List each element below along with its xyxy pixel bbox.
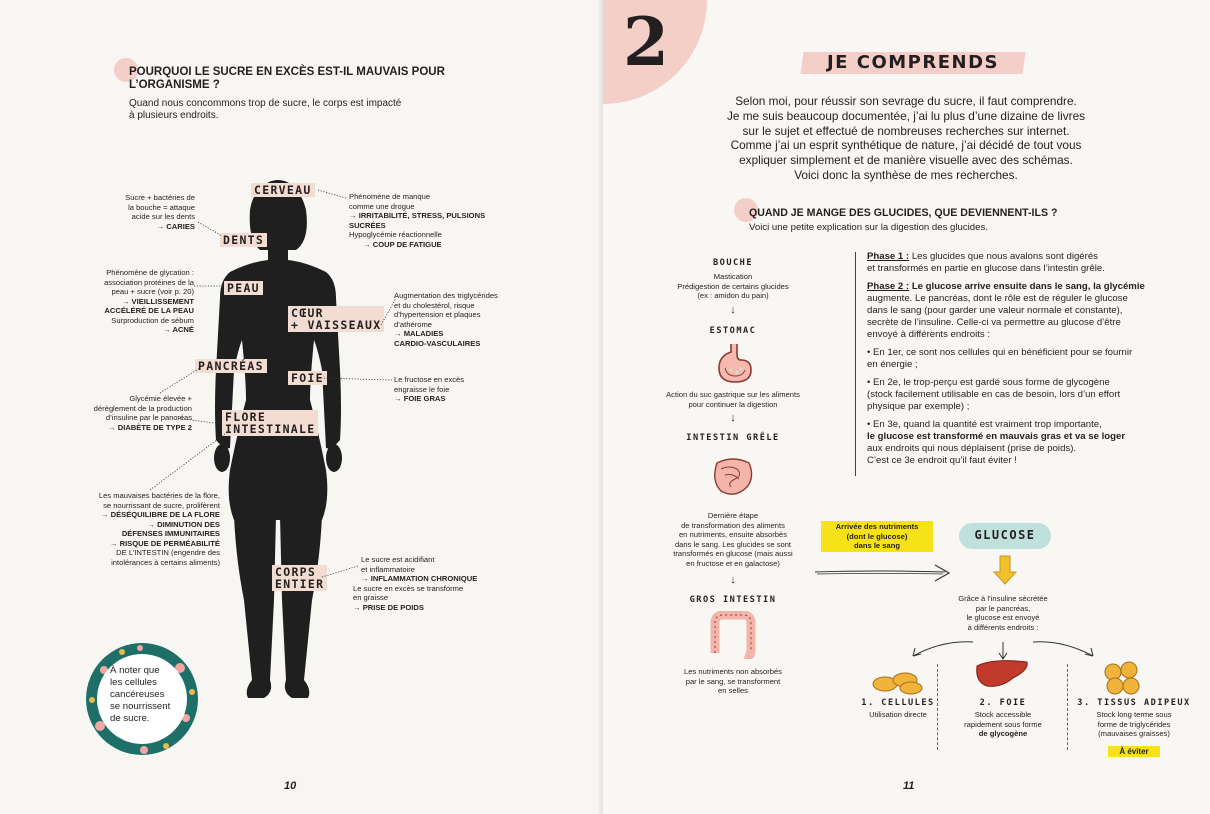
insulin-line-1: Grâce à l’insuline sécrétée <box>958 594 1048 603</box>
note-flore-line-2: se nourrissant de sucre, prolifèrent <box>103 500 220 510</box>
note-dents-line-3: acide sur les dents <box>131 212 195 221</box>
chapter-intro <box>698 94 1114 183</box>
dest-liver-title: 2. FOIE <box>979 698 1027 708</box>
organ-tag-corps-line-2: ENTIER <box>275 577 325 591</box>
label-intestin-grele: INTESTIN GRÊLE <box>686 433 780 443</box>
note-corps-line-5: en graisse <box>353 593 389 602</box>
section-intro: Voici une petite explication sur la digestion des glucides. <box>749 222 988 233</box>
estomac-line-1: Action du suc gastrique sur les aliments <box>666 390 800 399</box>
note-peau-line-5: ACCÉLÉRÉ DE LA PEAU <box>104 306 194 315</box>
bullet3-line-3: aux endroits qui nous déplaisent (prise de poids). <box>867 443 1077 454</box>
bullet3-line-2: le glucose est transformé en mauvais gras et va se loger <box>867 431 1126 442</box>
label-gros-intestin: GROS INTESTIN <box>689 595 777 605</box>
bullet3-line-4: C’est ce 3e endroit qu’il faut éviter ! <box>867 455 1017 466</box>
intestin-grele-line-3: en nutriments, ensuite absorbés <box>678 530 788 539</box>
dest-cells-text <box>843 710 953 720</box>
note-cerveau-line-2: comme une drogue <box>349 201 415 211</box>
organ-tag-coeur-line-2: + VAISSEAUX <box>291 318 382 332</box>
dest-fat-line-2: forme de triglycérides <box>1097 719 1171 729</box>
note-dents-line-2: la bouche = attaque <box>128 202 195 212</box>
note-cerveau-line-4: SUCRÉES <box>349 220 386 230</box>
intestin-grele-line-4: dans le sang. Les glucides se sont <box>674 539 792 549</box>
badge-line-5: de sucre. <box>110 713 150 724</box>
organ-tag-flore-line-1: FLORE <box>225 410 267 424</box>
intro-line-3: sur le sujet et effectué de nombreuses recherches sur internet. <box>742 123 1070 138</box>
text-bouche <box>648 272 818 301</box>
note-coeur <box>394 291 544 348</box>
note-corps-line-1: Le sucre est acidifiant <box>361 555 435 564</box>
note-pancreas <box>60 394 192 432</box>
note-corps <box>353 555 503 612</box>
bullet1-line-2: en énergie ; <box>867 359 918 370</box>
note-flore-line-5: DÉFENSES IMMUNITAIRES <box>121 529 220 538</box>
note-peau-line-4: → VIEILLISSEMENT <box>121 296 194 306</box>
badge-line-4: se nourrissent <box>110 701 171 712</box>
note-corps-line-3: → INFLAMMATION CHRONIQUE <box>361 574 478 583</box>
dest-liver-line-1: Stock accessible <box>974 710 1032 719</box>
divider-2 <box>1067 664 1068 750</box>
note-foie-line-3: → FOIE GRAS <box>394 394 446 403</box>
bouche-line-3: (ex : amidon du pain) <box>697 291 769 300</box>
note-flore-line-8: intolérances à certains aliments) <box>111 557 220 567</box>
note-foie-line-1: Le fructose en excès <box>394 375 465 384</box>
large-intestine-icon <box>707 611 759 659</box>
note-coeur-line-4: d’athérome <box>394 319 432 329</box>
note-cerveau-line-6: → COUP DE FATIGUE <box>363 239 442 249</box>
gros-intestin-line-2: par le sang, se transforment <box>685 676 781 686</box>
dest-fat-text <box>1069 710 1199 739</box>
organ-tag-coeur-line-1: CŒUR <box>291 306 324 320</box>
label-estomac: ESTOMAC <box>709 326 757 336</box>
arrow-down-3: ↓ <box>730 574 736 586</box>
question-intro-line-2: à plusieurs endroits. <box>129 110 219 121</box>
dest-liver-text <box>948 710 1058 739</box>
arrival-line-2: (dont le glucose) <box>846 531 908 541</box>
avoid-badge: À éviter <box>1108 746 1160 757</box>
note-coeur-line-2: et du cholestérol, risque <box>394 300 475 310</box>
note-coeur-line-1: Augmentation des triglycérides <box>394 291 498 300</box>
organ-tag-peau: PEAU <box>224 281 263 295</box>
note-foie-line-2: engraisse le foie <box>394 384 450 394</box>
dest-liver-line-2: rapidement sous forme <box>964 719 1042 729</box>
badge-line-3: cancéreuses <box>110 689 165 700</box>
dest-cells-title: 1. CELLULES <box>861 698 935 708</box>
note-peau-line-3: peau + sucre (voir p. 20) <box>111 287 194 296</box>
note-badge-text <box>110 665 190 725</box>
note-corps-line-4: Le sucre en excès se transforme <box>353 583 464 593</box>
text-estomac <box>643 390 823 409</box>
insulin-line-4: à différents endroits : <box>967 622 1039 632</box>
note-pancreas-line-2: dérèglement de la production <box>93 403 192 413</box>
organ-tag-dents: DENTS <box>220 233 267 247</box>
note-coeur-line-3: d’hypertension et plaques <box>394 310 481 319</box>
insulin-line-2: par le pancréas, <box>975 603 1031 613</box>
organ-tag-pancreas: PANCRÉAS <box>195 359 267 373</box>
left-page <box>0 0 603 814</box>
long-arrow-icon <box>813 560 953 584</box>
note-pancreas-line-4: → DIABÈTE DE TYPE 2 <box>108 422 192 432</box>
phase2-line-3: dans le sang (pour garder une valeur normale et constante), <box>867 305 1123 316</box>
badge-line-1: À noter que <box>110 665 160 676</box>
estomac-line-2: pour continuer la digestion <box>688 399 778 409</box>
note-cerveau-line-1: Phénomène de manque <box>349 192 431 201</box>
note-pancreas-line-1: Glycémie élevée + <box>129 394 192 403</box>
intro-line-1: Selon moi, pour réussir son sevrage du sucre, il faut comprendre. <box>735 94 1077 108</box>
intestin-grele-line-6: en fructose et en galactose) <box>686 558 780 568</box>
text-gros-intestin <box>648 667 818 696</box>
dest-fat-title: 3. TISSUS ADIPEUX <box>1077 698 1191 708</box>
note-flore-line-3: → DÉSÉQUILIBRE DE LA FLORE <box>100 510 220 519</box>
section-title: QUAND JE MANGE DES GLUCIDES, QUE DEVIENNENT-ILS ? <box>749 207 1058 219</box>
organ-tag-corps-line-1: CORPS <box>275 565 317 579</box>
note-corps-line-2: et inflammatoire <box>361 564 416 574</box>
note-dents-line-1: Sucre + bactéries de <box>125 193 195 202</box>
bullet2-line-3: physique par exemple) ; <box>867 401 970 412</box>
note-flore-line-1: Les mauvaises bactéries de la flore, <box>98 491 220 500</box>
bullet2-line-1: • En 2e, le trop-perçu est gardé sous forme de glycogène <box>867 377 1110 388</box>
text-intestin-grele <box>648 511 818 568</box>
organ-tag-foie: FOIE <box>288 371 327 385</box>
dest-fat-line-1: Stock long terme sous <box>1096 710 1172 719</box>
bullet1-line-1: • En 1er, ce sont nos cellules qui en bénéficient pour se fournir <box>867 347 1133 358</box>
arrow-down-2: ↓ <box>730 412 736 424</box>
phase1-line-2: et transformés en partie en glucose dans l’intestin grêle. <box>867 263 1105 274</box>
dest-liver-line-3: de glycogène <box>978 729 1028 738</box>
chapter-number: 2 <box>623 3 669 81</box>
note-peau-line-7: → ACNÉ <box>163 325 194 334</box>
intro-line-5: expliquer simplement et de manière visuelle avec des schémas. <box>739 153 1073 168</box>
insulin-line-3: le glucose est envoyé <box>966 613 1040 622</box>
intestin-grele-line-5: transformés en glucose (mais aussi <box>673 549 793 558</box>
note-corps-line-6: → PRISE DE POIDS <box>353 602 424 612</box>
phase2-line-1: Le glucose arrive ensuite dans le sang, la glycémie <box>911 281 1145 292</box>
note-cerveau-line-3: → IRRITABILITÉ, STRESS, PULSIONS <box>349 211 486 220</box>
arrival-highlight <box>821 521 933 552</box>
phases-block <box>867 251 1187 467</box>
phase1-line-1: Les glucides que nous avalons sont digérés <box>911 251 1098 262</box>
badge-line-2: les cellules <box>110 677 157 688</box>
phase1-label: Phase 1 : <box>867 251 910 262</box>
bouche-line-2: Prédigestion de certains glucides <box>677 281 789 291</box>
note-coeur-line-5: → MALADIES <box>394 329 444 338</box>
glucose-label: GLUCOSE <box>974 528 1036 542</box>
liver-icon <box>973 656 1031 692</box>
intro-line-6: Voici donc la synthèse de mes recherches. <box>794 167 1018 182</box>
insulin-text <box>933 594 1073 632</box>
stomach-icon <box>713 342 757 386</box>
note-dents <box>96 193 195 231</box>
cells-icon <box>871 668 927 696</box>
note-flore-line-4: → DIMINUTION DES <box>147 519 220 529</box>
phase2-line-5: envoyé à différents endroits : <box>867 329 991 340</box>
small-intestine-icon <box>709 453 757 503</box>
intro-line-4: Comme j’ai un esprit synthétique de nature, j’ai décidé de tout vous <box>730 138 1082 153</box>
note-peau-line-2: association protéines de la <box>104 277 194 287</box>
dest-fat-line-3: (mauvaises graisses) <box>1098 729 1170 738</box>
phases-rule <box>855 252 856 476</box>
arrival-line-1: Arrivée des nutriments <box>835 522 919 531</box>
note-peau <box>70 268 194 335</box>
bullet2-line-2: (stock facilement utilisable en cas de besoin, lors d’un effort <box>867 389 1121 400</box>
question-intro-line-1: Quand nous concommons trop de sucre, le corps est impacté <box>129 98 402 109</box>
organ-tag-flore-line-2: INTESTINALE <box>225 422 316 436</box>
right-page <box>603 0 1210 814</box>
note-flore-line-6: → RISQUE DE PERMÉABILITÉ <box>109 538 220 548</box>
fat-tissue-icon <box>1101 660 1143 696</box>
organ-tag-cerveau: CERVEAU <box>251 183 315 197</box>
note-flore <box>60 491 220 567</box>
note-cerveau <box>349 192 509 249</box>
note-cerveau-line-5: Hypoglycémie réactionnelle <box>349 230 442 239</box>
dest-cells-line-1: Utilisation directe <box>869 710 927 719</box>
gros-intestin-line-1: Les nutriments non absorbés <box>684 667 782 676</box>
intestin-grele-line-2: de transformation des aliments <box>681 520 785 530</box>
arrow-down-yellow-icon <box>993 554 1017 586</box>
intestin-grele-line-1: Dernière étape <box>707 511 759 520</box>
note-flore-line-7: DE L’INTESTIN (engendre des <box>116 548 220 557</box>
note-coeur-line-6: CARDIO-VASCULAIRES <box>394 338 481 348</box>
note-peau-line-1: Phénomène de glycation : <box>106 268 194 277</box>
note-foie <box>394 375 514 404</box>
note-dents-line-4: → CARIES <box>156 221 195 231</box>
bouche-line-1: Mastication <box>713 272 753 281</box>
note-pancreas-line-3: d’insuline par le pancréas <box>105 413 192 422</box>
phase2-label: Phase 2 : <box>867 281 910 292</box>
arrival-line-3: dans le sang <box>853 541 900 550</box>
chapter-title: JE COMPRENDS <box>826 52 999 73</box>
intro-line-2: Je me suis beaucoup documentée, j’ai lu plus d’une dizaine de livres <box>726 108 1086 123</box>
gros-intestin-line-3: en selles <box>718 686 748 695</box>
page-number-right: 11 <box>903 780 915 792</box>
bullet3-line-1: • En 3e, quand la quantité est vraiment trop importante, <box>867 419 1102 430</box>
phase2-line-2: augmente. Le pancréas, dont le rôle est de réguler le glucose <box>867 293 1128 304</box>
label-bouche: BOUCHE <box>712 258 754 268</box>
phase2 <box>867 281 1187 293</box>
arrow-down-1: ↓ <box>730 304 736 316</box>
page-number-left: 10 <box>284 780 297 792</box>
phase1 <box>867 251 1187 263</box>
phase2-line-4: secrète de l’insuline. Celle-ci va permettre au glucose d’être <box>867 317 1121 328</box>
note-peau-line-6: Surproduction de sébum <box>111 315 194 325</box>
question-title: POURQUOI LE SUCRE EN EXCÈS EST-IL MAUVAIS POUR L’ORGANISME ? <box>129 66 445 91</box>
